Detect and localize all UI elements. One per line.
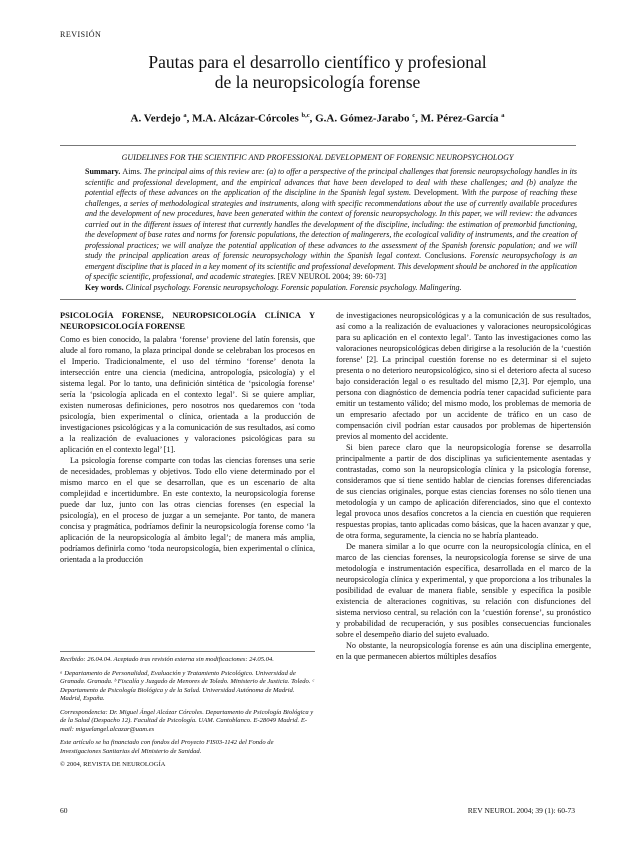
- paragraph: La psicología forense comparte con todas las ciencias forenses una serie de necesidades, problemas y objetivos. Todo ello viene determinado por el mismo marco en el que se desarrollan, que es un escenario de alta complejidad e incertidumbre. En este contexto, la neuropsicología forense puede dar luz, junto con las otras ciencias forenses (en especial la psicología), en el proceso de juzgar a un semejante. Por tanto, de manera concisa y pragmática, podríamos definir la neuropsicología forense como ‘la aplicación de la neuropsicología al ámbito legal’; de manera más amplia, podríamos definirla como ‘toda neuropsicología, bien experimental o clínica, orientada a la producción: [60, 456, 315, 564]
- author-affiliation: a: [183, 112, 187, 119]
- journal-reference: REV NEUROL 2004; 39 (1): 60-73: [467, 806, 575, 815]
- conclusions-label: Conclusions.: [424, 251, 467, 260]
- title-line-1: Pautas para el desarrollo científico y profesional: [148, 52, 487, 72]
- keywords-label: Key words.: [85, 282, 124, 292]
- author-affiliation: a: [501, 112, 505, 119]
- footnotes: [60, 656, 315, 775]
- paragraph: Si bien parece claro que la neuropsicología forense se desarrolla principalmente a partir de dos disciplinas ya suficientemente asentadas y contrastadas, como son la neuropsicología clínica y la psicología forense, consideramos que sí tiene sentido hablar de ciencias forenses diferenciadas de sus ciencias originales, porque estas ciencias forenses no sólo tienen una metodología y un campo de aplicación diferenciados, sino que el contexto legal provoca unos desafíos concretos a la ciencia en cuestión que requieren respuestas propias, tanto aplicadas como básicas, que la hacen avanzar y que, de otra forma, seguramente, la ciencia no se habría planteado.: [336, 443, 591, 540]
- article-title: [0, 52, 635, 92]
- author-name: G.A. Gómez-Jarabo: [315, 112, 410, 125]
- section-tag: REVISIÓN: [60, 30, 102, 39]
- paragraph: De manera similar a lo que ocurre con la neuropsicología clínica, en el marco de las ciencias forenses, la neuropsicología forense se sirve de una metodología e instrumentación específica, desarrollada en el marco de la neuropsicología clínica y experimental, y que proporciona a los tribunales la posibilidad de evaluar de manera fiable, sensible y específica la posible existencia de alteraciones cognitivas, su relación con disfunciones del sistema nervioso central, su relación con la ‘cuestión forense’, su pronóstico y probabilidad de recuperación, y sus posibles consecuencias funcionales sobre el desempeño diario del sujeto evaluado.: [336, 542, 591, 639]
- author-name: M. Pérez-García: [420, 112, 499, 125]
- title-line-2: de la neuropsicología forense: [214, 72, 421, 92]
- development-text: With the purpose of reaching these challenges, a series of methodological strategies and instruments, along with specific recommendations about the use of currently available procedures and the development of new procedures, have been generated within the context of forensic neuropsychology. In this paper, we will review: the advances carried out in the different issues of interest that currently handles the development of the discipline, including: the estimation of premorbid functioning, the development of base rates and norms for forensic populations, the detection of malingerers, the ecological validity of instruments, and the creation of professional practices; we will analyze the potential application of these advances to the assessment of the Spanish forensic population; and we will study the principal application areas of forensic neuropsychology within the Spanish legal context.: [85, 188, 578, 260]
- affiliations-note: ᵃ Departamento de Personalidad, Evaluación y Tratamiento Psicológico. Universidad de Granada. Granada. ᵇ Fiscalía y Juzgado de Menores de Toledo. Ministerio de Justicia. Toledo. ᶜ Departamento de Psicología Biológica y de la Salud. Universidad Autónoma de Madrid. Madrid, España.: [60, 669, 314, 702]
- abstract: [85, 167, 577, 293]
- section-heading: PSICOLOGÍA FORENSE, NEUROPSICOLOGÍA CLÍNICA Y NEUROPSICOLOGÍA FORENSE: [60, 311, 315, 331]
- conclusions-text: Forensic neuropsychology is an emergent discipline that is placed in a key moment of its scientific and professional development. This development should be anchored in the application of specific scientific, professional, and academic strategies.: [85, 251, 577, 281]
- author-name: M.A. Alcázar-Córcoles: [192, 112, 299, 125]
- paragraph: de investigaciones neuropsicológicas y a la comunicación de sus resultados, así como a la realización de evaluaciones y valoraciones neuropsicológicas para su aplicación en el contexto legal’. Tanto las investigaciones como las valoraciones neuropsicológicas deben dirigirse a la resolución de la ‘cuestión forense’ [2]. La principal cuestión forense no es determinar si el sujeto presenta o no deterioro neuropsicológico, sino si el deterioro afecta al suceso bajo consideración legal o es resultado del mismo [2,3]. Por ejemplo, una persona con diagnóstico de demencia podría tener capacidad suficiente para emitir un testamento válido; del mismo modo, los problemas de memoria de un empresario afectado por un accidente de tráfico en un caso de compensación civil podrían estar causados por problemas de hipertensión previos al momento del accidente.: [336, 311, 591, 441]
- author-name: A. Verdejo: [130, 112, 181, 125]
- paragraph: No obstante, la neuropsicología forense es aún una disciplina emergente, en la que permanecen abiertos múltiples desafíos: [336, 641, 591, 661]
- author-affiliation: c: [412, 112, 416, 119]
- aims-text: The principal aims of this review are: (a) to offer a perspective of the principal challenges that forensic neuropsychology handles in its scientific and professional development, and the empirical advances that have been developed to deal with these challenges; and (b) analyze the potential effects of these advances on the application of the discipline in the Spanish legal system.: [85, 167, 578, 197]
- right-column: [336, 310, 591, 662]
- summary-label: Summary.: [85, 167, 121, 176]
- english-title: GUIDELINES FOR THE SCIENTIFIC AND PROFESSIONAL DEVELOPMENT OF FORENSIC NEUROPSYCHOLOGY: [121, 153, 514, 162]
- copyright-note: © 2004, REVISTA DE NEUROLOGÍA: [60, 761, 166, 768]
- citation: [REV NEUROL 2004; 39: 60-73]: [277, 272, 386, 281]
- paragraph: Como es bien conocido, la palabra ‘forense’ proviene del latín forensis, que alude al foro romano, la plaza principal donde se celebraban los procesos en el Imperio. Tradicionalmente, el uso del término ‘forense’ denota la intersección entre una ciencia (medicina, antropología, psicología) y el sistema legal. Por lo tanto, una definición sintética de ‘psicología forense’ sería la ‘psicología aplicada en el contexto legal’. Si se quiere ampliar, existen numerosas definiciones, pero nosotros nos quedaremos con ‘toda psicología, bien experimental o clínica, orientada a la producción de investigaciones psicológicas y a la comunicación de sus resultados, así como a la realización de evaluaciones y valoraciones psicológicas para su aplicación en el contexto legal’ [1].: [60, 335, 315, 454]
- notes-divider: [60, 651, 315, 652]
- aims-label: Aims.: [122, 167, 142, 176]
- divider: [60, 299, 576, 300]
- correspondence-note: Correspondencia: Dr. Miguel Ángel Alcázar Córcoles. Departamento de Psicología Biológica y de la Salud (Despacho 12). Facultad de Psicología. UAM. Cantoblanco. E-28049 Madrid. E-mail: miguelangel.alcazar@uam.es: [60, 708, 314, 733]
- author-affiliation: b,c: [301, 112, 310, 119]
- page-number: 60: [60, 806, 68, 815]
- development-label: Development.: [413, 188, 459, 197]
- funding-note: Este artículo se ha financiado con fondos del Proyecto FIS03-1142 del Fondo de Investigaciones Sanitarias del Ministerio de Sanidad.: [60, 739, 274, 755]
- divider: [60, 145, 576, 146]
- keywords-text: Clinical psychology. Forensic neuropsychology. Forensic population. Forensic psychology. Malingering.: [125, 282, 462, 292]
- left-column: [60, 310, 315, 565]
- received-note: Recibido: 26.04.04. Aceptado tras revisión externa sin modificaciones: 24.05.04.: [60, 656, 274, 663]
- author-list: A. Verdejo $^a$, M.A. Alcázar-Córcoles $^{b,c}$, G.A. Gómez-Jarabo $^c$, M. Pérez-García $^a$: [130, 112, 505, 125]
